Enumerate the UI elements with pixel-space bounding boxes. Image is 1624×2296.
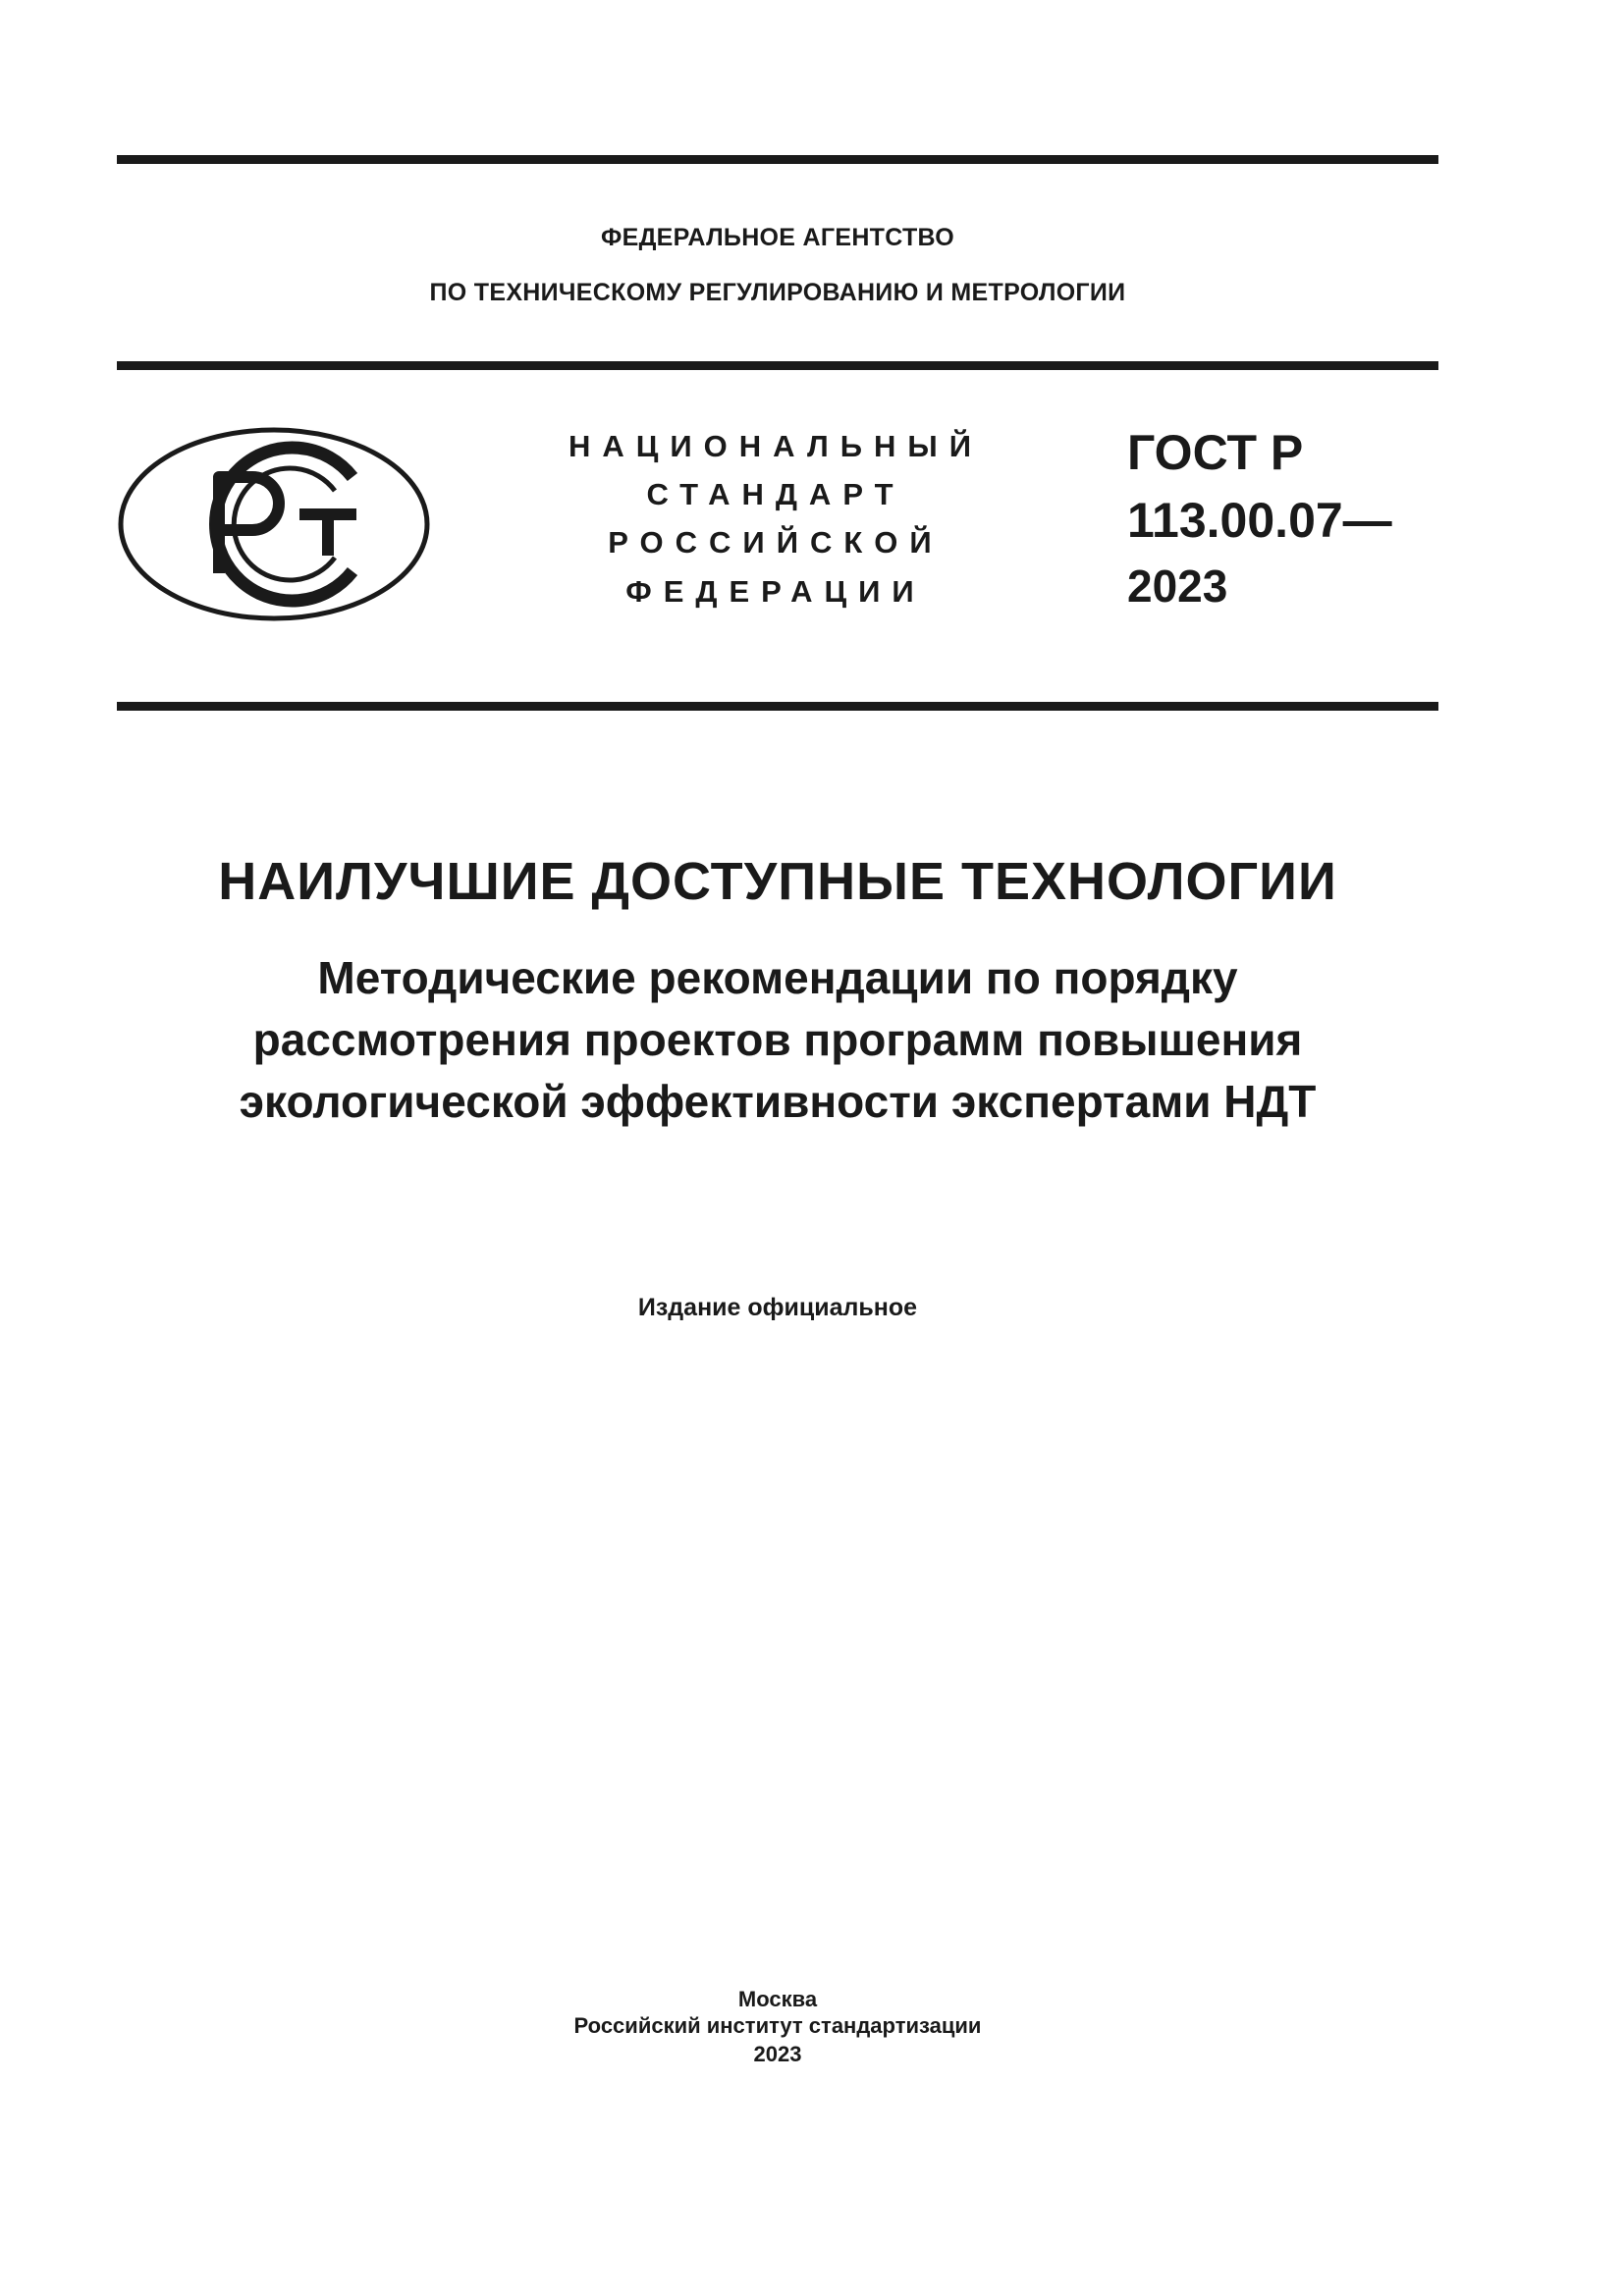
document-subtitle-line1: Методические рекомендации по порядку <box>317 952 1238 1003</box>
imprint-year: 2023 <box>753 2042 802 2066</box>
top-rule <box>117 155 1438 164</box>
bottom-rule <box>117 702 1438 711</box>
document-subtitle-line3: экологической эффективности экспертами НДТ <box>239 1076 1317 1127</box>
standard-type-line4: ФЕДЕРАЦИИ <box>625 574 926 609</box>
standard-designation-line1: ГОСТ Р <box>1127 425 1304 480</box>
standard-type-line1: НАЦИОНАЛЬНЫЙ <box>568 429 984 463</box>
document-subtitle-line2: рассмотрения проектов программ повышения <box>252 1014 1303 1065</box>
document-title: НАИЛУЧШИЕ ДОСТУПНЫЕ ТЕХНОЛОГИИ <box>218 852 1337 911</box>
agency-name-line2: ПО ТЕХНИЧЕСКОМУ РЕГУЛИРОВАНИЮ И МЕТРОЛОГИИ <box>429 279 1126 306</box>
standard-type-line2: СТАНДАРТ <box>646 477 905 511</box>
standard-designation-line2: 113.00.07— <box>1127 493 1392 548</box>
rst-certification-mark-icon <box>117 426 431 622</box>
imprint-publisher: Российский институт стандартизации <box>573 2013 982 2038</box>
imprint-city: Москва <box>737 1987 818 2011</box>
standard-designation-year: 2023 <box>1127 561 1228 612</box>
official-edition-label: Издание официальное <box>637 1294 918 1321</box>
middle-rule <box>117 361 1438 370</box>
agency-name-line1: ФЕДЕРАЛЬНОЕ АГЕНТСТВО <box>600 224 955 251</box>
standard-type-line3: РОССИЙСКОЙ <box>608 525 944 560</box>
